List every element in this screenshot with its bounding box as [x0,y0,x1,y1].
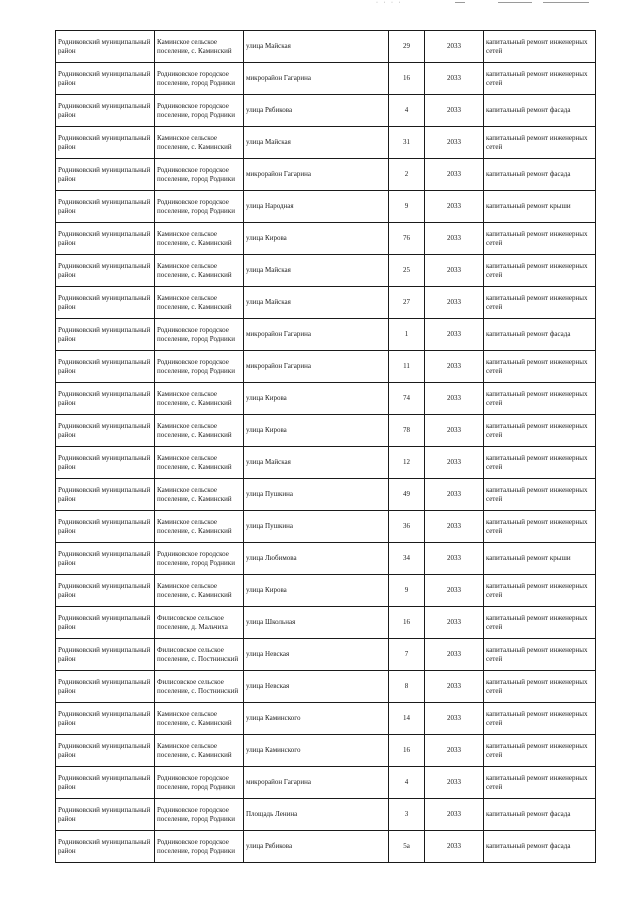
settlement-cell: Родниковское городское поселение, город Родники [155,767,244,799]
district-cell: Родниковский муниципальный район [56,799,155,831]
house-number-cell: 4 [389,767,425,799]
work-type-cell: капитальный ремонт фасада [484,831,596,863]
street-cell: улица Кирова [244,575,389,607]
settlement-cell: Каминское сельское поселение, с. Каминский [155,735,244,767]
table-row [56,543,596,575]
house-number-cell: 3 [389,799,425,831]
district-cell: Родниковский муниципальный район [56,479,155,511]
settlement-cell: Родниковское городское поселение, город Родники [155,351,244,383]
work-type-cell: капитальный ремонт инженерных сетей [484,639,596,671]
district-cell: Родниковский муниципальный район [56,63,155,95]
year-cell: 2033 [425,447,484,479]
street-cell: улица Майская [244,287,389,319]
year-cell: 2033 [425,127,484,159]
table-row [56,191,596,223]
table-row [56,63,596,95]
street-cell: микрорайон Гагарина [244,63,389,95]
settlement-cell: Родниковское городское поселение, город Родники [155,831,244,863]
house-number-cell: 16 [389,63,425,95]
district-cell: Родниковский муниципальный район [56,703,155,735]
settlement-cell: Филисовское сельское поселение, с. Постнинский [155,671,244,703]
year-cell: 2033 [425,511,484,543]
year-cell: 2033 [425,351,484,383]
work-type-cell: капитальный ремонт инженерных сетей [484,735,596,767]
street-cell: улица Майская [244,447,389,479]
street-cell: микрорайон Гагарина [244,351,389,383]
district-cell: Родниковский муниципальный район [56,127,155,159]
settlement-cell: Каминское сельское поселение, с. Каминский [155,255,244,287]
work-type-cell: капитальный ремонт инженерных сетей [484,479,596,511]
table-row [56,383,596,415]
scan-mark [543,2,589,3]
house-number-cell: 16 [389,735,425,767]
street-cell: улица Невская [244,639,389,671]
year-cell: 2033 [425,31,484,63]
house-number-cell: 76 [389,223,425,255]
district-cell: Родниковский муниципальный район [56,255,155,287]
work-type-cell: капитальный ремонт инженерных сетей [484,255,596,287]
district-cell: Родниковский муниципальный район [56,191,155,223]
house-number-cell: 8 [389,671,425,703]
work-type-cell: капитальный ремонт инженерных сетей [484,351,596,383]
work-type-cell: капитальный ремонт инженерных сетей [484,575,596,607]
year-cell: 2033 [425,575,484,607]
table-row [56,223,596,255]
settlement-cell: Родниковское городское поселение, город Родники [155,319,244,351]
street-cell: улица Рябикова [244,831,389,863]
district-cell: Родниковский муниципальный район [56,543,155,575]
work-type-cell: капитальный ремонт инженерных сетей [484,447,596,479]
year-cell: 2033 [425,671,484,703]
settlement-cell: Каминское сельское поселение, с. Каминский [155,127,244,159]
work-type-cell: капитальный ремонт фасада [484,799,596,831]
table-row [56,799,596,831]
year-cell: 2033 [425,287,484,319]
table-row [56,255,596,287]
district-cell: Родниковский муниципальный район [56,607,155,639]
scan-mark [455,2,465,3]
settlement-cell: Каминское сельское поселение, с. Каминский [155,511,244,543]
table-row [56,671,596,703]
street-cell: улица Рябикова [244,95,389,127]
work-type-cell: капитальный ремонт инженерных сетей [484,223,596,255]
house-number-cell: 74 [389,383,425,415]
work-type-cell: капитальный ремонт инженерных сетей [484,415,596,447]
street-cell: улица Невская [244,671,389,703]
year-cell: 2033 [425,703,484,735]
house-number-cell: 31 [389,127,425,159]
district-cell: Родниковский муниципальный район [56,575,155,607]
district-cell: Родниковский муниципальный район [56,95,155,127]
work-type-cell: капитальный ремонт инженерных сетей [484,127,596,159]
work-type-cell: капитальный ремонт фасада [484,95,596,127]
house-number-cell: 27 [389,287,425,319]
house-number-cell: 34 [389,543,425,575]
settlement-cell: Каминское сельское поселение, с. Каминский [155,575,244,607]
house-number-cell: 78 [389,415,425,447]
year-cell: 2033 [425,319,484,351]
district-cell: Родниковский муниципальный район [56,415,155,447]
district-cell: Родниковский муниципальный район [56,831,155,863]
settlement-cell: Каминское сельское поселение, с. Каминский [155,383,244,415]
year-cell: 2033 [425,799,484,831]
settlement-cell: Филисовское сельское поселение, д. Мальчиха [155,607,244,639]
settlement-cell: Родниковское городское поселение, город Родники [155,63,244,95]
year-cell: 2033 [425,223,484,255]
district-cell: Родниковский муниципальный район [56,287,155,319]
settlement-cell: Каминское сельское поселение, с. Каминский [155,287,244,319]
work-type-cell: капитальный ремонт крыши [484,543,596,575]
street-cell: улица Майская [244,255,389,287]
street-cell: улица Народная [244,191,389,223]
settlement-cell: Родниковское городское поселение, город Родники [155,95,244,127]
year-cell: 2033 [425,607,484,639]
year-cell: 2033 [425,159,484,191]
street-cell: микрорайон Гагарина [244,159,389,191]
house-number-cell: 16 [389,607,425,639]
house-number-cell: 4 [389,95,425,127]
district-cell: Родниковский муниципальный район [56,447,155,479]
street-cell: микрорайон Гагарина [244,767,389,799]
work-type-cell: капитальный ремонт инженерных сетей [484,287,596,319]
street-cell: микрорайон Гагарина [244,319,389,351]
house-number-cell: 11 [389,351,425,383]
house-number-cell: 25 [389,255,425,287]
table-row [56,607,596,639]
table-row [56,31,596,63]
table-body [56,31,596,863]
district-cell: Родниковский муниципальный район [56,735,155,767]
year-cell: 2033 [425,543,484,575]
house-number-cell: 14 [389,703,425,735]
work-type-cell: капитальный ремонт инженерных сетей [484,607,596,639]
work-type-cell: капитальный ремонт инженерных сетей [484,31,596,63]
table-row [56,735,596,767]
house-number-cell: 9 [389,575,425,607]
district-cell: Родниковский муниципальный район [56,319,155,351]
table-row [56,415,596,447]
house-number-cell: 49 [389,479,425,511]
work-type-cell: капитальный ремонт инженерных сетей [484,703,596,735]
street-cell: улица Каминского [244,735,389,767]
settlement-cell: Каминское сельское поселение, с. Каминский [155,703,244,735]
work-type-cell: капитальный ремонт фасада [484,319,596,351]
table-row [56,127,596,159]
table-row [56,95,596,127]
table-row [56,511,596,543]
year-cell: 2033 [425,831,484,863]
table-row [56,159,596,191]
table-row [56,319,596,351]
settlement-cell: Филисовское сельское поселение, с. Постнинский [155,639,244,671]
district-cell: Родниковский муниципальный район [56,351,155,383]
year-cell: 2033 [425,191,484,223]
year-cell: 2033 [425,383,484,415]
table-row [56,703,596,735]
street-cell: улица Майская [244,127,389,159]
district-cell: Родниковский муниципальный район [56,159,155,191]
house-number-cell: 5а [389,831,425,863]
work-type-cell: капитальный ремонт инженерных сетей [484,671,596,703]
settlement-cell: Каминское сельское поселение, с. Каминский [155,223,244,255]
table-row [56,447,596,479]
house-number-cell: 9 [389,191,425,223]
house-number-cell: 29 [389,31,425,63]
year-cell: 2033 [425,735,484,767]
work-type-cell: капитальный ремонт инженерных сетей [484,63,596,95]
district-cell: Родниковский муниципальный район [56,511,155,543]
year-cell: 2033 [425,479,484,511]
district-cell: Родниковский муниципальный район [56,639,155,671]
house-number-cell: 1 [389,319,425,351]
house-number-cell: 2 [389,159,425,191]
street-cell: улица Пушкина [244,479,389,511]
work-type-cell: капитальный ремонт инженерных сетей [484,767,596,799]
district-cell: Родниковский муниципальный район [56,223,155,255]
house-number-cell: 7 [389,639,425,671]
year-cell: 2033 [425,255,484,287]
settlement-cell: Каминское сельское поселение, с. Каминский [155,479,244,511]
repair-schedule-table [55,30,596,863]
work-type-cell: капитальный ремонт инженерных сетей [484,383,596,415]
district-cell: Родниковский муниципальный район [56,767,155,799]
street-cell: улица Майская [244,31,389,63]
house-number-cell: 12 [389,447,425,479]
street-cell: улица Кирова [244,383,389,415]
year-cell: 2033 [425,95,484,127]
table-row [56,351,596,383]
settlement-cell: Каминское сельское поселение, с. Каминский [155,415,244,447]
settlement-cell: Родниковское городское поселение, город Родники [155,543,244,575]
settlement-cell: Родниковское городское поселение, город Родники [155,159,244,191]
year-cell: 2033 [425,639,484,671]
year-cell: 2033 [425,63,484,95]
scan-mark [498,2,532,3]
work-type-cell: капитальный ремонт инженерных сетей [484,511,596,543]
year-cell: 2033 [425,767,484,799]
settlement-cell: Родниковское городское поселение, город Родники [155,191,244,223]
street-cell: улица Кирова [244,223,389,255]
table-row [56,639,596,671]
street-cell: улица Пушкина [244,511,389,543]
year-cell: 2033 [425,415,484,447]
district-cell: Родниковский муниципальный район [56,383,155,415]
district-cell: Родниковский муниципальный район [56,31,155,63]
district-cell: Родниковский муниципальный район [56,671,155,703]
table-row [56,831,596,863]
settlement-cell: Каминское сельское поселение, с. Каминский [155,31,244,63]
street-cell: Площадь Ленина [244,799,389,831]
table-row [56,767,596,799]
work-type-cell: капитальный ремонт крыши [484,191,596,223]
table-row [56,287,596,319]
street-cell: улица Каминского [244,703,389,735]
street-cell: улица Любимова [244,543,389,575]
street-cell: улица Школьная [244,607,389,639]
scan-artifact: · · · · [376,0,403,6]
table-row [56,479,596,511]
settlement-cell: Родниковское городское поселение, город Родники [155,799,244,831]
street-cell: улица Кирова [244,415,389,447]
work-type-cell: капитальный ремонт фасада [484,159,596,191]
house-number-cell: 36 [389,511,425,543]
table-row [56,575,596,607]
settlement-cell: Каминское сельское поселение, с. Каминский [155,447,244,479]
